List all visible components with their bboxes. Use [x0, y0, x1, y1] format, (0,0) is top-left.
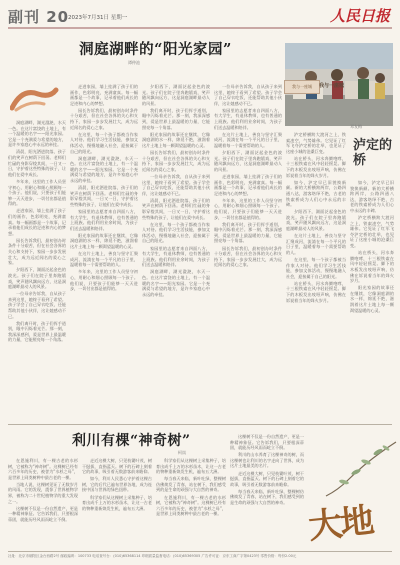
paragraph: 洞庭湖畔，湖光潋滟，水天一色。在这片富饶的土地上，有一个温暖的名字——阳光家园。它是一个充满爱与希望的地方，是许多家庭心中永远的牵挂。 [142, 269, 210, 297]
section-label: 副刊 20 [8, 8, 70, 26]
paragraph: 在这里，每一个孩子都被当作家人对待。他们学习生活技能，参加文体活动，慢慢地融入社会，迎接属于自己的阳光。 [142, 221, 210, 244]
paragraph: 走进家园，墙上挂满了孩子们的画作，色彩明亮，充满童真。每一幅画都是一个故事，记录着他们成长的足迹和内心的梦想。 [8, 208, 66, 236]
supplement-masthead: 大地 [306, 500, 375, 548]
paragraph: 如今，泸定早已旧貌换新颜。新的大桥横跨两岸，公路四通八达，游客络绎不绝，古老的铁索桥成为人们心中永远的丰碑。 [350, 180, 394, 213]
paragraph: 我们离开时，孩子们挥手道别，眼中闪烁着光芒。那一刻，我深深感到，爱是世界上最温暖的力量，它能照亮每一个角落。 [8, 320, 66, 343]
side-column-left [286, 132, 346, 420]
paragraph: 在这片土地上，善良与坚守汇聚成河，流淌在每一个平凡的日子里，温暖着每一个需要帮助的人。 [214, 131, 282, 148]
paragraph: 这棵树不仅是一份自然遗产，更是一种精神象征。它告诉我们，只要根深蒂固，就能历经风雨而屹立不倒。 [8, 505, 78, 522]
paragraph: 园长告诉我们，最初创办时条件十分艰苦，但在社会各界的关心和支持下，家园一步步发展壮大，成为远近闻名的爱心之家。 [8, 237, 66, 266]
paragraph: 一位母亲告诉我，自从孩子来到这里，她终于看到了希望。孩子学会了自己穿衣吃饭，还能帮助其他小伙伴，这让她感动不已。 [214, 84, 282, 106]
page-footer: 社址：北京市朝阳区金台西路2号 邮政编码：100733 电话查号台：(010)65368114 印刷质量监督电话：(010)65369305 广告许可证：京东工商广字第0423号 零售价格：每份2.00元 [8, 551, 392, 559]
paragraph: 园长告诉我们，最初创办时条件十分艰苦，但在社会各界的关心和支持下，家园一步步发展壮大，成为远近闻名的爱心之家。 [142, 150, 210, 172]
paragraph: 多年来，这里的工作人员坚守初心，用耐心和细心照顾每一个孩子。他们说，只要孩子们能够一天天进步，一切付出都是值得的。 [70, 269, 138, 292]
paragraph: 当地人说，这棵树见证了无数岁月的风雨。它的发现，震惊了世界植物学界，被称为二十世纪植物学的重大发现之一。 [8, 481, 78, 504]
paragraph: 站在桥头，河水奔腾咆哮，十三根铁索在风中轻轻摇晃。脚下的木板发出吱呀声响，仿佛在诉说着当年的烽火岁月。 [286, 155, 346, 178]
paragraph: 多年来，这里的工作人员坚守初心，用耐心和细心照顾每一个孩子。他们说，只要孩子们能够一天天进步，一切付出都是值得的。 [214, 197, 282, 220]
paragraph: 在这片土地上，善良与坚守汇聚成河，流淌在每一个平凡的日子里，温暖着每一个需要帮助的人。 [70, 251, 138, 268]
side-byline: 邓友梅 [350, 124, 362, 129]
article2-column-d [230, 434, 304, 548]
paragraph: 阳光家园的故事还在继续，它像洞庭湖的水一样，绵延不绝，滋润着这片土地上每一颗渴望温暖的心灵。 [70, 232, 138, 250]
paragraph: 夕阳西下，湖面泛起金色的波光。孩子们在院子里奔跑嬉戏，笑声随风飘向远方，这是洞庭湖畔最动人的风景。 [286, 209, 346, 231]
paragraph: 在这里，每一个孩子都被当作家人对待。他们学习生活技能，参加文体活动，慢慢地融入社会，迎接属于自己的阳光。 [286, 256, 346, 279]
paragraph: 在这里，每一个孩子都被当作家人对待。他们学习生活技能，参加文体活动，慢慢地融入社会，迎接属于自己的阳光。 [70, 131, 138, 154]
article1-column-d [214, 84, 282, 420]
publication-date: 2023年7月31日 星期一 [68, 15, 128, 21]
branch-illustration [318, 440, 398, 500]
section-divider [8, 424, 392, 425]
paragraph: 清晨，阳光洒进院落，孩子们的笑声在树荫下回荡。老师们忙碌的身影穿梭其间，一日又一日，守护着这些特殊的孩子，让他们在爱中成长。 [70, 185, 138, 207]
paragraph: 泸定桥横跨大渡河之上，铁索凌空，气势雄伟。它见证了红军飞夺泸定桥的壮举，也见证了这座小城的沧桑巨变。 [286, 132, 346, 154]
paragraph: 清晨，阳光洒进院落，孩子们的笑声在树荫下回荡。老师们忙碌的身影穿梭其间，一日又一日，守护着这些特殊的孩子，让他们在爱中成长。 [8, 149, 66, 177]
column-tag: 我与一座城 [319, 83, 345, 89]
article2-column-b [82, 458, 152, 548]
paragraph: 一位母亲告诉我，自从孩子来到这里，她终于看到了希望。孩子学会了自己穿衣吃饭，还能帮助其他小伙伴，这让她感动不已。 [8, 291, 66, 319]
paragraph: 洞庭湖畔，湖光潋滟，水天一色。在这片富饶的土地上，有一个温暖的名字——阳光家园。它是一个充满爱与希望的地方，是许多家庭心中永远的牵挂。 [70, 155, 138, 183]
paragraph: 走近这棵大树，只见枝繁叶茂，树干挺拔，直指蓝天。树下的石碑上刻着它的故事，吸引着无数游客前来瞻仰。 [82, 458, 152, 475]
paragraph: 如今，利川人民悉心守护着这棵古树，它的后代已遍布世界各地，成为连接中国与世界的绿色纽带。 [82, 476, 152, 493]
paragraph: 洞庭湖畔，湖光潋滟，水天一色。在这片富饶的土地上，有一个温暖的名字——阳光家园。它是一个充满爱与希望的地方，是许多家庭心中永远的牵挂。 [8, 120, 66, 148]
paragraph: 在这片土地上，善良与坚守汇聚成河，流淌在每一个平凡的日子里，温暖着每一个需要帮助的人。 [286, 233, 346, 255]
photo-caption-badge: 我与一座城 [284, 80, 320, 94]
paragraph: 夕阳西下，湖面泛起金色的波光。孩子们在院子里奔跑嬉戏，笑声随风飘向远方，这是洞庭湖畔最动人的风景。 [214, 150, 282, 172]
article2-column-c [156, 458, 226, 548]
side-column-right [350, 180, 394, 420]
side-title: 泸定的桥 [353, 138, 393, 168]
paragraph: 园长告诉我们，最初创办时条件十分艰苦，但在社会各界的关心和支持下，家园一步步发展壮大，成为远近闻名的爱心之家。 [214, 245, 282, 268]
article1-column-a [8, 120, 66, 420]
article1-title: 洞庭湖畔的“阳光家园” [79, 41, 232, 58]
paragraph: 清晨，阳光洒进院落，孩子们的笑声在树荫下回荡。老师们忙碌的身影穿梭其间，一日又一日，守护着这些特殊的孩子，让他们在爱中成长。 [142, 197, 210, 220]
paragraph: 走进家园，墙上挂满了孩子们的画作，色彩明亮，充满童真。每一幅画都是一个故事，记录着他们成长的足迹和内心的梦想。 [70, 84, 138, 106]
paragraph: 夕阳西下，湖面泛起金色的波光。孩子们在院子里奔跑嬉戏，笑声随风飘向远方，这是洞庭湖畔最动人的风景。 [8, 267, 66, 290]
paragraph: 科学家们从这棵树上采集种子，培育出成千上万的水杉苗木，让这一古老的物种重新焕发生机，遍布五大洲。 [82, 494, 152, 511]
paragraph: 走近这棵大树，只见枝繁叶茂，树干挺拔，直指蓝天。树下的石碑上刻着它的故事，吸引着无数游客前来瞻仰。 [230, 470, 304, 487]
paragraph: 这棵树不仅是一份自然遗产，更是一种精神象征。它告诉我们，只要根深蒂固，就能历经风雨而屹立不倒。 [230, 434, 304, 451]
paragraph: 我们离开时，孩子们挥手道别，眼中闪烁着光芒。那一刻，我深深感到，爱是世界上最温暖的力量，它能照亮每一个角落。 [214, 221, 282, 244]
paragraph: 家园里的志愿者来自四面八方，有大学生，有退休教师，也有普通的上班族。他们利用业余时间，为孩子们送去温暖和陪伴。 [142, 245, 210, 268]
paragraph: 我们离开时，孩子们挥手道别，眼中闪烁着光芒。那一刻，我深深感到，爱是世界上最温暖的力量，它能照亮每一个角落。 [142, 107, 210, 130]
paragraph: 在恩施利川，有一棵古老的水杉树，它被称为“神奇树”。这棵树已经有六百多年的历史，被誉为“水杉之母”，是世界上同类树种中最古老的一棵。 [156, 494, 226, 517]
paragraph: 一位母亲告诉我，自从孩子来到这里，她终于看到了希望。孩子学会了自己穿衣吃饭，还能帮助其他小伙伴，这让她感动不已。 [142, 173, 210, 196]
paragraph: 在恩施利川，有一棵古老的水杉树，它被称为“神奇树”。这棵树已经有六百多年的历史，被誉为“水杉之母”，是世界上同类树种中最古老的一棵。 [8, 458, 78, 480]
page-header [8, 5, 392, 29]
paragraph: 阳光家园的故事还在继续，它像洞庭湖的水一样，绵延不绝，滋润着这片土地上每一颗渴望温暖的心灵。 [350, 285, 394, 313]
article2-title: 利川有棵“神奇树” [72, 433, 191, 449]
paragraph: 园长告诉我们，最初创办时条件十分艰苦，但在社会各界的关心和支持下，家园一步步发展壮大，成为远近闻名的爱心之家。 [70, 107, 138, 130]
paragraph: 每当春天来临，新叶吐绿，整棵树仿佛焕发了青春，站在树下，我们感受到的是生命的顽强与大自然的神奇。 [230, 488, 304, 506]
paragraph: 站在桥头，河水奔腾咆哮，十三根铁索在风中轻轻摇晃。脚下的木板发出吱呀声响，仿佛在诉说着当年的烽火岁月。 [350, 250, 394, 284]
paragraph: 每当春天来临，新叶吐绿，整棵树仿佛焕发了青春，站在树下，我们感受到的是生命的顽强与大自然的神奇。 [156, 476, 226, 493]
paragraph: 走进家园，墙上挂满了孩子们的画作，色彩明亮，充满童真。每一幅画都是一个故事，记录着他们成长的足迹和内心的梦想。 [214, 173, 282, 196]
article1-column-c [142, 84, 210, 420]
paragraph: 夕阳西下，湖面泛起金色的波光。孩子们在院子里奔跑嬉戏，笑声随风飘向远方，这是洞庭湖畔最动人的风景。 [142, 84, 210, 106]
article2-byline: 柯岚 [178, 450, 186, 455]
newspaper-logo: 人民日报 [329, 7, 390, 25]
paragraph: 家园里的志愿者来自四面八方，有大学生，有退休教师，也有普通的上班族。他们利用业余时间，为孩子们送去温暖和陪伴。 [214, 107, 282, 130]
paragraph: 站在桥头，河水奔腾咆哮，十三根铁索在风中轻轻摇晃。脚下的木板发出吱呀声响，仿佛在诉说着当年的烽火岁月。 [286, 280, 346, 303]
article2-column-a [8, 458, 78, 548]
paragraph: 科学家们从这棵树上采集种子，培育出成千上万的水杉苗木，让这一古老的物种重新焕发生机，遍布五大洲。 [156, 458, 226, 475]
paragraph: 家园里的志愿者来自四面八方，有大学生，有退休教师，也有普通的上班族。他们利用业余时间，为孩子们送去温暖和陪伴。 [70, 208, 138, 231]
article1-byline: 谭仲池 [128, 60, 140, 65]
paragraph: 阳光家园的故事还在继续，它像洞庭湖的水一样，绵延不绝，滋润着这片土地上每一颗渴望温暖的心灵。 [142, 131, 210, 148]
paragraph: 利川的山水养育了这棵神奇的树，而这棵树也让利川的名字走向了世界，成为这片土地最美的名片。 [230, 452, 304, 469]
article1-column-b [70, 84, 138, 420]
paragraph: 多年来，这里的工作人员坚守初心，用耐心和细心照顾每一个孩子。他们说，只要孩子们能够一天天进步，一切付出都是值得的。 [8, 178, 66, 207]
paragraph: 泸定桥横跨大渡河之上，铁索凌空，气势雄伟。它见证了红军飞夺泸定桥的壮举，也见证了这座小城的沧桑巨变。 [350, 215, 394, 249]
paragraph: 如今，泸定早已旧貌换新颜。新的大桥横跨两岸，公路四通八达，游客络绎不绝，古老的铁索桥成为人们心中永远的丰碑。 [286, 179, 346, 208]
brush-illustration [10, 86, 60, 114]
